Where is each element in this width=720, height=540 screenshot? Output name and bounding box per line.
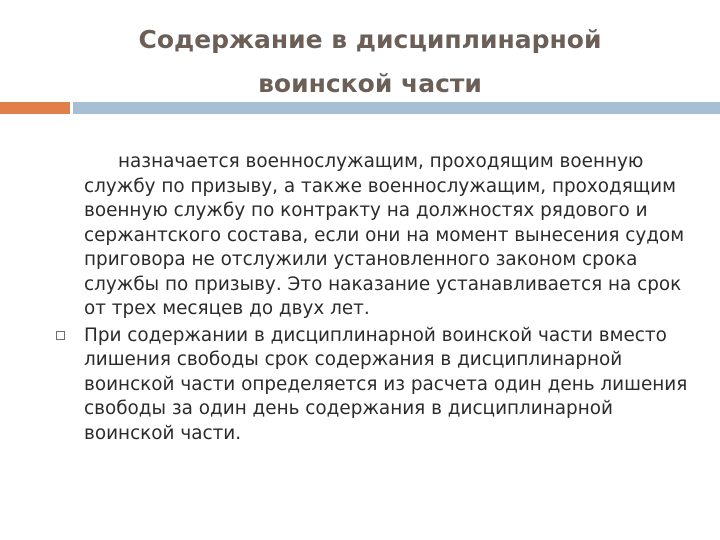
body-paragraph-2-container — [84, 324, 696, 447]
body-paragraph-1: назначается военнослужащим, проходящим военную службу по призыву, а также военнослужащим, проходящим военную службу по контракту на должностях рядового и сержантского состава, если они на момент вынесения судом приговора не отслужили установленного законом срока службы по призыву. Это наказание устанавливается на срок от трех месяцев до двух лет. — [84, 151, 685, 319]
slide-title-line-2: воинской части — [258, 69, 482, 98]
body-paragraph-2: При содержании в дисциплинарной воинской части вместо лишения свободы срок содержания в дисциплинарной воинской части определяется из расчета один день лишения свободы за один день содержания в дисциплинарной воинской части. — [84, 324, 688, 444]
square-outline-bullet-icon — [56, 331, 65, 340]
slide-title-line-1: Содержание в дисциплинарной — [138, 25, 602, 54]
slide-body — [84, 150, 696, 446]
title-divider-accent — [0, 102, 70, 114]
title-divider-bar — [73, 102, 720, 114]
slide-title — [90, 18, 650, 106]
